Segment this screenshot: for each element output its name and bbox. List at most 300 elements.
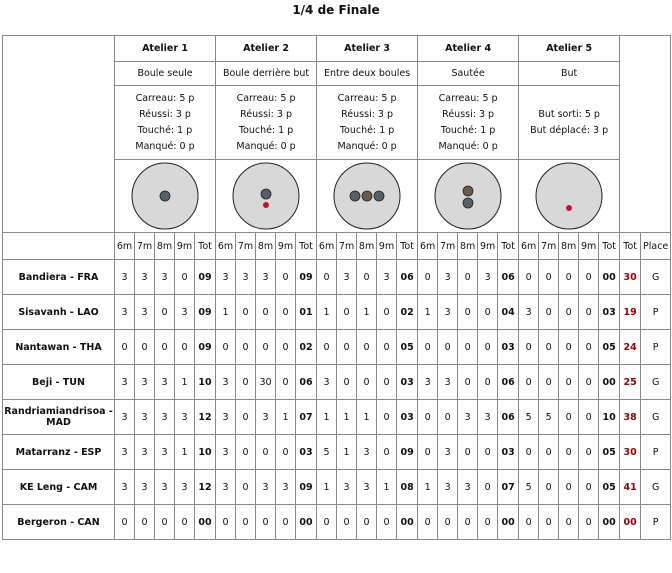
atelier-total: 06 xyxy=(498,365,519,400)
place-cell: G xyxy=(641,470,671,505)
score-cell: 0 xyxy=(236,400,256,435)
score-cell: 5 xyxy=(519,400,539,435)
score-cell: 0 xyxy=(377,365,397,400)
points-rule: Réussi: 3 p xyxy=(341,109,394,120)
points-rule: Manqué: 0 p xyxy=(135,141,195,152)
atelier-total-header: Tot xyxy=(599,233,620,260)
score-cell: 0 xyxy=(559,435,579,470)
score-cell: 3 xyxy=(317,365,337,400)
distance-header: 8m xyxy=(458,233,478,260)
score-cell: 30 xyxy=(256,365,276,400)
player-name: Beji - TUN xyxy=(3,365,115,400)
score-cell: 0 xyxy=(377,400,397,435)
distance-header: 8m xyxy=(256,233,276,260)
score-cell: 0 xyxy=(236,435,256,470)
score-cell: 1 xyxy=(317,400,337,435)
score-cell: 0 xyxy=(418,435,438,470)
grand-total-header: Tot xyxy=(620,233,641,260)
atelier-total-header: Tot xyxy=(296,233,317,260)
points-rule: Touché: 1 p xyxy=(238,125,294,136)
player-name: Randriamiandrisoa - MAD xyxy=(3,400,115,435)
table-row xyxy=(3,435,671,470)
score-cell: 5 xyxy=(519,470,539,505)
score-cell: 0 xyxy=(317,260,337,295)
atelier-total: 12 xyxy=(195,400,216,435)
atelier-total: 09 xyxy=(296,260,317,295)
score-cell: 3 xyxy=(256,260,276,295)
score-cell: 3 xyxy=(155,470,175,505)
score-cell: 1 xyxy=(377,470,397,505)
points-rule: Carreau: 5 p xyxy=(438,93,498,104)
table-row xyxy=(3,330,671,365)
score-cell: 0 xyxy=(559,330,579,365)
score-cell: 3 xyxy=(115,435,135,470)
place-cell: G xyxy=(641,260,671,295)
atelier-diagram xyxy=(216,160,317,233)
results-table xyxy=(2,35,671,540)
player-name: Sisavanh - LAO xyxy=(3,295,115,330)
score-cell: 0 xyxy=(337,295,357,330)
score-cell: 3 xyxy=(115,470,135,505)
atelier-total: 10 xyxy=(599,400,620,435)
score-cell: 3 xyxy=(438,260,458,295)
atelier-total: 08 xyxy=(397,470,418,505)
atelier-diagram xyxy=(115,160,216,233)
score-cell: 3 xyxy=(377,260,397,295)
score-cell: 3 xyxy=(216,260,236,295)
atelier-total-header: Tot xyxy=(195,233,216,260)
score-cell: 0 xyxy=(175,330,195,365)
score-cell: 1 xyxy=(337,435,357,470)
atelier-total: 00 xyxy=(599,260,620,295)
score-cell: 1 xyxy=(317,470,337,505)
distance-header: 9m xyxy=(377,233,397,260)
points-rule: Manqué: 0 p xyxy=(438,141,498,152)
score-cell: 0 xyxy=(418,330,438,365)
atelier-title: Atelier 4 xyxy=(418,36,519,62)
grand-total: 19 xyxy=(620,295,641,330)
score-cell: 3 xyxy=(216,435,236,470)
score-cell: 0 xyxy=(276,365,296,400)
distance-header: 7m xyxy=(438,233,458,260)
score-cell: 3 xyxy=(175,400,195,435)
score-cell: 0 xyxy=(579,365,599,400)
score-cell: 3 xyxy=(256,470,276,505)
boule-icon xyxy=(160,191,170,201)
score-cell: 3 xyxy=(216,470,236,505)
score-cell: 3 xyxy=(115,365,135,400)
player-name: Nantawan - THA xyxy=(3,330,115,365)
score-cell: 0 xyxy=(377,505,397,540)
header-row xyxy=(3,36,671,62)
score-cell: 1 xyxy=(317,295,337,330)
score-cell: 3 xyxy=(438,295,458,330)
atelier-total: 07 xyxy=(498,470,519,505)
atelier-description: Sautée xyxy=(418,62,519,86)
score-cell: 3 xyxy=(135,260,155,295)
atelier-total: 10 xyxy=(195,435,216,470)
score-cell: 0 xyxy=(519,435,539,470)
score-cell: 0 xyxy=(337,505,357,540)
score-cell: 0 xyxy=(579,435,599,470)
score-cell: 3 xyxy=(155,365,175,400)
score-cell: 3 xyxy=(115,400,135,435)
score-cell: 0 xyxy=(135,330,155,365)
score-cell: 0 xyxy=(256,435,276,470)
score-cell: 0 xyxy=(478,505,498,540)
score-cell: 0 xyxy=(357,365,377,400)
atelier-total: 03 xyxy=(296,435,317,470)
score-cell: 3 xyxy=(478,400,498,435)
score-cell: 0 xyxy=(418,400,438,435)
score-cell: 0 xyxy=(539,260,559,295)
atelier-description: But xyxy=(519,62,620,86)
score-cell: 0 xyxy=(478,365,498,400)
atelier-description: Boule seule xyxy=(115,62,216,86)
distance-header: 7m xyxy=(539,233,559,260)
atelier-total: 09 xyxy=(296,470,317,505)
points-rule: Manqué: 0 p xyxy=(236,141,296,152)
score-cell: 3 xyxy=(135,365,155,400)
score-cell: 0 xyxy=(236,295,256,330)
score-cell: 0 xyxy=(539,330,559,365)
score-cell: 3 xyxy=(175,470,195,505)
diagram-wrap xyxy=(519,160,619,232)
score-cell: 3 xyxy=(438,365,458,400)
score-cell: 3 xyxy=(135,295,155,330)
score-cell: 0 xyxy=(559,295,579,330)
atelier-points xyxy=(418,86,519,160)
score-cell: 0 xyxy=(579,260,599,295)
atelier-title: Atelier 1 xyxy=(115,36,216,62)
score-cell: 0 xyxy=(458,295,478,330)
score-cell: 1 xyxy=(357,295,377,330)
score-cell: 0 xyxy=(559,365,579,400)
atelier-points xyxy=(115,86,216,160)
score-cell: 0 xyxy=(519,330,539,365)
grand-total: 38 xyxy=(620,400,641,435)
boule-icon xyxy=(463,186,473,196)
score-cell: 0 xyxy=(519,365,539,400)
score-cell: 0 xyxy=(478,295,498,330)
atelier-total: 06 xyxy=(498,260,519,295)
score-cell: 3 xyxy=(337,470,357,505)
atelier-total: 02 xyxy=(296,330,317,365)
score-cell: 3 xyxy=(256,400,276,435)
score-cell: 0 xyxy=(317,330,337,365)
score-cell: 0 xyxy=(155,330,175,365)
score-cell: 0 xyxy=(559,260,579,295)
score-cell: 0 xyxy=(236,470,256,505)
score-cell: 1 xyxy=(276,400,296,435)
score-cell: 0 xyxy=(458,435,478,470)
score-cell: 3 xyxy=(216,365,236,400)
atelier-total: 00 xyxy=(599,505,620,540)
score-cell: 0 xyxy=(317,505,337,540)
score-cell: 0 xyxy=(579,505,599,540)
place-cell: P xyxy=(641,330,671,365)
page-title: 1/4 de Finale xyxy=(292,3,380,17)
atelier-diagram xyxy=(418,160,519,233)
score-cell: 1 xyxy=(175,365,195,400)
points-rule: Carreau: 5 p xyxy=(236,93,296,104)
score-cell: 0 xyxy=(418,505,438,540)
score-cell: 0 xyxy=(579,470,599,505)
atelier-total: 02 xyxy=(397,295,418,330)
place-header: Place xyxy=(641,233,671,260)
score-cell: 0 xyxy=(115,505,135,540)
score-cell: 0 xyxy=(276,295,296,330)
atelier-total: 07 xyxy=(296,400,317,435)
score-cell: 3 xyxy=(236,260,256,295)
atelier-total: 00 xyxy=(498,505,519,540)
atelier-total-header: Tot xyxy=(498,233,519,260)
points-rule: Réussi: 3 p xyxy=(240,109,292,120)
score-cell: 0 xyxy=(236,505,256,540)
score-cell: 0 xyxy=(458,330,478,365)
distance-header: 6m xyxy=(519,233,539,260)
table-row xyxy=(3,505,671,540)
points-rule: But sorti: 5 p xyxy=(538,109,600,120)
score-cell: 0 xyxy=(377,295,397,330)
score-cell: 3 xyxy=(155,260,175,295)
score-cell: 3 xyxy=(357,470,377,505)
score-cell: 3 xyxy=(135,400,155,435)
table-row xyxy=(3,260,671,295)
score-cell: 3 xyxy=(357,435,377,470)
score-cell: 0 xyxy=(539,365,559,400)
points-rule: Réussi: 3 p xyxy=(442,109,495,120)
score-cell: 3 xyxy=(438,470,458,505)
score-cell: 0 xyxy=(579,400,599,435)
atelier-total: 00 xyxy=(397,505,418,540)
grand-total: 24 xyxy=(620,330,641,365)
score-cell: 3 xyxy=(175,295,195,330)
score-cell: 0 xyxy=(276,435,296,470)
corner-cell xyxy=(3,36,115,233)
points-rule: Carreau: 5 p xyxy=(337,93,397,104)
distance-header: 8m xyxy=(357,233,377,260)
score-cell: 0 xyxy=(539,505,559,540)
score-cell: 0 xyxy=(256,295,276,330)
atelier-total: 05 xyxy=(599,435,620,470)
points-rule: Carreau: 5 p xyxy=(135,93,195,104)
score-cell: 0 xyxy=(155,505,175,540)
score-cell: 0 xyxy=(579,330,599,365)
atelier-total-header: Tot xyxy=(397,233,418,260)
atelier-points xyxy=(519,86,620,160)
score-cell: 0 xyxy=(438,505,458,540)
grand-total: 00 xyxy=(620,505,641,540)
table-row xyxy=(3,365,671,400)
boule-icon xyxy=(362,191,372,201)
score-cell: 0 xyxy=(458,365,478,400)
score-cell: 3 xyxy=(155,400,175,435)
score-cell: 3 xyxy=(216,400,236,435)
boule-icon xyxy=(374,191,384,201)
score-cell: 3 xyxy=(115,260,135,295)
score-cell: 0 xyxy=(357,505,377,540)
score-cell: 0 xyxy=(377,330,397,365)
score-cell: 0 xyxy=(276,260,296,295)
score-cell: 0 xyxy=(357,330,377,365)
atelier-total: 03 xyxy=(498,435,519,470)
score-cell: 0 xyxy=(377,435,397,470)
distance-header: 9m xyxy=(276,233,296,260)
player-name: Bandiera - FRA xyxy=(3,260,115,295)
boule-icon xyxy=(350,191,360,201)
atelier-total: 03 xyxy=(498,330,519,365)
atelier-total: 09 xyxy=(195,330,216,365)
name-col-header xyxy=(3,233,115,260)
score-cell: 0 xyxy=(236,330,256,365)
target-circle-icon xyxy=(231,161,301,231)
score-cell: 3 xyxy=(337,260,357,295)
score-cell: 1 xyxy=(357,400,377,435)
score-cell: 0 xyxy=(175,260,195,295)
score-cell: 5 xyxy=(539,400,559,435)
score-cell: 0 xyxy=(519,505,539,540)
distance-header: 9m xyxy=(478,233,498,260)
score-cell: 0 xyxy=(519,260,539,295)
atelier-total: 09 xyxy=(397,435,418,470)
score-cell: 0 xyxy=(539,435,559,470)
score-cell: 3 xyxy=(135,470,155,505)
atelier-total: 03 xyxy=(397,400,418,435)
atelier-total: 05 xyxy=(599,330,620,365)
score-cell: 0 xyxy=(216,505,236,540)
score-cell: 0 xyxy=(276,330,296,365)
score-cell: 0 xyxy=(236,365,256,400)
distance-header: 6m xyxy=(317,233,337,260)
distance-header: 8m xyxy=(559,233,579,260)
score-cell: 0 xyxy=(256,330,276,365)
score-cell: 0 xyxy=(478,470,498,505)
atelier-diagram xyxy=(317,160,418,233)
score-cell: 1 xyxy=(216,295,236,330)
atelier-total: 00 xyxy=(195,505,216,540)
player-name: KE Leng - CAM xyxy=(3,470,115,505)
score-cell: 0 xyxy=(418,260,438,295)
score-cell: 0 xyxy=(438,400,458,435)
score-cell: 0 xyxy=(559,400,579,435)
score-cell: 0 xyxy=(115,330,135,365)
target-circle-icon xyxy=(433,161,503,231)
grand-total: 30 xyxy=(620,435,641,470)
atelier-total: 01 xyxy=(296,295,317,330)
score-cell: 0 xyxy=(478,435,498,470)
points-rule: Touché: 1 p xyxy=(440,125,496,136)
header-tail xyxy=(620,36,671,233)
target-circle-icon xyxy=(130,161,200,231)
score-cell: 5 xyxy=(317,435,337,470)
place-cell: G xyxy=(641,365,671,400)
place-cell: G xyxy=(641,400,671,435)
atelier-title: Atelier 5 xyxy=(519,36,620,62)
score-cell: 3 xyxy=(478,260,498,295)
target-circle-icon xyxy=(332,161,402,231)
score-cell: 1 xyxy=(418,295,438,330)
atelier-description: Boule derrière but xyxy=(216,62,317,86)
atelier-total: 06 xyxy=(296,365,317,400)
score-cell: 0 xyxy=(458,505,478,540)
score-cell: 3 xyxy=(418,365,438,400)
distance-header: 9m xyxy=(579,233,599,260)
place-cell: P xyxy=(641,435,671,470)
atelier-total: 09 xyxy=(195,260,216,295)
score-cell: 3 xyxy=(458,470,478,505)
score-cell: 0 xyxy=(539,470,559,505)
distance-header: 7m xyxy=(236,233,256,260)
atelier-total: 03 xyxy=(599,295,620,330)
jack-icon xyxy=(263,202,269,208)
atelier-total: 06 xyxy=(397,260,418,295)
atelier-total: 05 xyxy=(599,470,620,505)
distance-header: 8m xyxy=(155,233,175,260)
grand-total: 41 xyxy=(620,470,641,505)
atelier-points xyxy=(317,86,418,160)
atelier-total: 12 xyxy=(195,470,216,505)
score-cell: 0 xyxy=(458,260,478,295)
grand-total: 25 xyxy=(620,365,641,400)
score-cell: 0 xyxy=(579,295,599,330)
score-cell: 1 xyxy=(337,400,357,435)
boule-icon xyxy=(261,189,271,199)
score-cell: 0 xyxy=(256,505,276,540)
atelier-total: 09 xyxy=(195,295,216,330)
points-rule: But déplacé: 3 p xyxy=(530,125,609,136)
score-cell: 0 xyxy=(559,505,579,540)
distance-header: 7m xyxy=(135,233,155,260)
score-cell: 0 xyxy=(478,330,498,365)
boule-icon xyxy=(463,198,473,208)
atelier-title: Atelier 3 xyxy=(317,36,418,62)
score-cell: 0 xyxy=(155,295,175,330)
atelier-diagram xyxy=(519,160,620,233)
atelier-total: 06 xyxy=(498,400,519,435)
table-row xyxy=(3,470,671,505)
score-cell: 3 xyxy=(519,295,539,330)
score-cell: 0 xyxy=(337,365,357,400)
atelier-description: Entre deux boules xyxy=(317,62,418,86)
score-cell: 3 xyxy=(276,470,296,505)
score-cell: 3 xyxy=(115,295,135,330)
score-cell: 0 xyxy=(175,505,195,540)
score-cell: 0 xyxy=(216,330,236,365)
column-header-row xyxy=(3,233,671,260)
atelier-total: 00 xyxy=(296,505,317,540)
points-rule: Manqué: 0 p xyxy=(337,141,397,152)
score-cell: 3 xyxy=(155,435,175,470)
atelier-title: Atelier 2 xyxy=(216,36,317,62)
distance-header: 6m xyxy=(216,233,236,260)
table-row xyxy=(3,400,671,435)
distance-header: 7m xyxy=(337,233,357,260)
score-cell: 0 xyxy=(539,295,559,330)
grand-total: 30 xyxy=(620,260,641,295)
target-zone xyxy=(536,163,602,229)
target-circle-icon xyxy=(534,161,604,231)
score-cell: 0 xyxy=(337,330,357,365)
points-rule: Touché: 1 p xyxy=(137,125,193,136)
score-cell: 3 xyxy=(438,435,458,470)
distance-header: 9m xyxy=(175,233,195,260)
player-name: Bergeron - CAN xyxy=(3,505,115,540)
atelier-points xyxy=(216,86,317,160)
points-rule: Réussi: 3 p xyxy=(139,109,191,120)
score-cell: 0 xyxy=(357,260,377,295)
atelier-total: 10 xyxy=(195,365,216,400)
